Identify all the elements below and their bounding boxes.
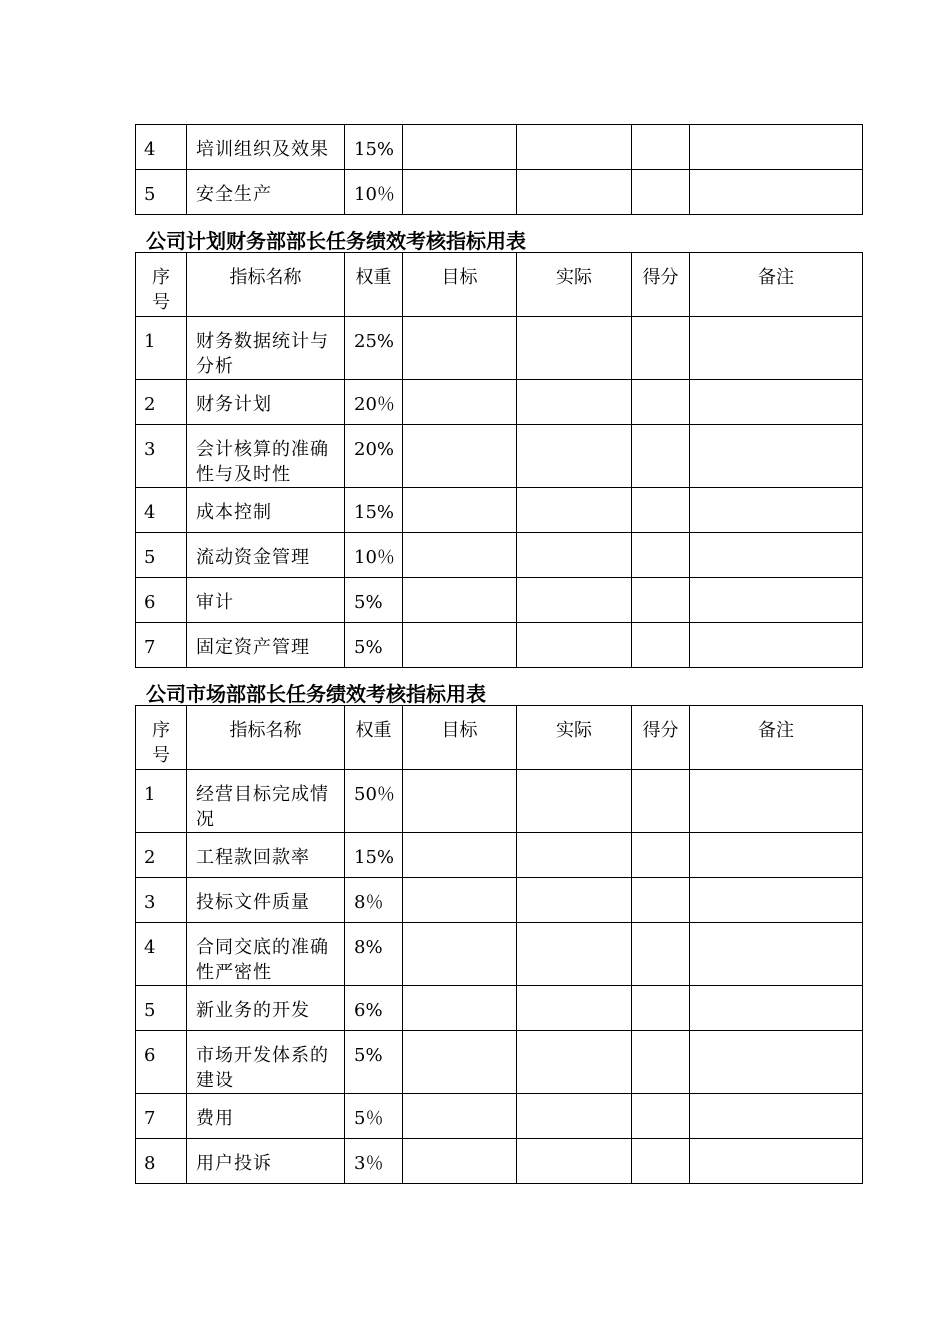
table-row	[136, 923, 863, 986]
col-header-name: 指标名称	[187, 253, 345, 317]
indicator-name: 市场开发体系的建设	[187, 1031, 345, 1094]
indicator-name: 审计	[187, 578, 345, 623]
table-row	[136, 170, 863, 215]
remark-cell	[690, 986, 863, 1031]
actual-cell	[517, 986, 632, 1031]
remark-cell	[690, 578, 863, 623]
row-number: 2	[136, 833, 187, 878]
remark-cell	[690, 833, 863, 878]
indicator-name: 合同交底的准确性严密性	[187, 923, 345, 986]
col-header-score: 得分	[632, 706, 690, 770]
actual-cell	[517, 578, 632, 623]
remark-cell	[690, 878, 863, 923]
target-cell	[403, 833, 517, 878]
indicator-name: 新业务的开发	[187, 986, 345, 1031]
col-header-weight: 权重	[345, 706, 403, 770]
table-row	[136, 833, 863, 878]
score-cell	[632, 878, 690, 923]
actual-cell	[517, 623, 632, 668]
remark-cell	[690, 533, 863, 578]
target-cell	[403, 1031, 517, 1094]
table-row	[136, 317, 863, 380]
table-row	[136, 533, 863, 578]
indicator-name: 培训组织及效果	[187, 125, 345, 170]
col-header-actual: 实际	[517, 706, 632, 770]
row-number: 4	[136, 923, 187, 986]
score-cell	[632, 923, 690, 986]
score-cell	[632, 317, 690, 380]
col-header-actual: 实际	[517, 253, 632, 317]
actual-cell	[517, 317, 632, 380]
actual-cell	[517, 125, 632, 170]
col-header-no: 序号	[136, 253, 187, 317]
indicator-name: 经营目标完成情况	[187, 770, 345, 833]
indicator-name: 财务计划	[187, 380, 345, 425]
weight: 20％	[345, 380, 403, 425]
table-row	[136, 1094, 863, 1139]
row-number: 7	[136, 1094, 187, 1139]
weight: 15%	[345, 125, 403, 170]
remark-cell	[690, 380, 863, 425]
score-cell	[632, 380, 690, 425]
row-number: 3	[136, 425, 187, 488]
indicator-name: 成本控制	[187, 488, 345, 533]
remark-cell	[690, 770, 863, 833]
table-row	[136, 425, 863, 488]
table-row	[136, 986, 863, 1031]
weight: 5％	[345, 1094, 403, 1139]
finance-table	[135, 252, 863, 668]
actual-cell	[517, 488, 632, 533]
col-header-weight: 权重	[345, 253, 403, 317]
row-number: 5	[136, 170, 187, 215]
col-header-name: 指标名称	[187, 706, 345, 770]
col-header-remark: 备注	[690, 253, 863, 317]
col-header-remark: 备注	[690, 706, 863, 770]
weight: 3％	[345, 1139, 403, 1184]
target-cell	[403, 125, 517, 170]
weight: 20%	[345, 425, 403, 488]
indicator-name: 投标文件质量	[187, 878, 345, 923]
remark-cell	[690, 125, 863, 170]
actual-cell	[517, 170, 632, 215]
target-cell	[403, 878, 517, 923]
indicator-name: 固定资产管理	[187, 623, 345, 668]
row-number: 5	[136, 986, 187, 1031]
col-header-target: 目标	[403, 253, 517, 317]
indicator-name: 用户投诉	[187, 1139, 345, 1184]
score-cell	[632, 986, 690, 1031]
table-row	[136, 125, 863, 170]
score-cell	[632, 488, 690, 533]
score-cell	[632, 533, 690, 578]
market-table	[135, 705, 863, 1184]
score-cell	[632, 1139, 690, 1184]
remark-cell	[690, 425, 863, 488]
row-number: 3	[136, 878, 187, 923]
actual-cell	[517, 380, 632, 425]
target-cell	[403, 770, 517, 833]
weight: 10％	[345, 170, 403, 215]
market-section-title: 公司市场部部长任务绩效考核指标用表	[146, 682, 486, 706]
row-number: 2	[136, 380, 187, 425]
target-cell	[403, 425, 517, 488]
indicator-name: 会计核算的准确性与及时性	[187, 425, 345, 488]
row-number: 5	[136, 533, 187, 578]
actual-cell	[517, 425, 632, 488]
weight: 5%	[345, 623, 403, 668]
col-header-no: 序号	[136, 706, 187, 770]
row-number: 8	[136, 1139, 187, 1184]
finance-section-title: 公司计划财务部部长任务绩效考核指标用表	[146, 229, 526, 253]
weight: 25%	[345, 317, 403, 380]
continued-table	[135, 124, 863, 215]
target-cell	[403, 923, 517, 986]
row-number: 4	[136, 125, 187, 170]
remark-cell	[690, 623, 863, 668]
target-cell	[403, 1139, 517, 1184]
weight: 5%	[345, 578, 403, 623]
remark-cell	[690, 488, 863, 533]
table-row	[136, 578, 863, 623]
weight: 15%	[345, 488, 403, 533]
target-cell	[403, 986, 517, 1031]
indicator-name: 工程款回款率	[187, 833, 345, 878]
table-row	[136, 1031, 863, 1094]
table-row	[136, 623, 863, 668]
table-row	[136, 770, 863, 833]
target-cell	[403, 170, 517, 215]
actual-cell	[517, 923, 632, 986]
row-number: 7	[136, 623, 187, 668]
remark-cell	[690, 1031, 863, 1094]
table-header-row	[136, 706, 863, 770]
actual-cell	[517, 1031, 632, 1094]
weight: 6%	[345, 986, 403, 1031]
target-cell	[403, 1094, 517, 1139]
target-cell	[403, 488, 517, 533]
score-cell	[632, 425, 690, 488]
indicator-name: 安全生产	[187, 170, 345, 215]
col-header-score: 得分	[632, 253, 690, 317]
table-row	[136, 878, 863, 923]
row-number: 1	[136, 770, 187, 833]
target-cell	[403, 623, 517, 668]
table-row	[136, 488, 863, 533]
score-cell	[632, 578, 690, 623]
actual-cell	[517, 878, 632, 923]
table-row	[136, 1139, 863, 1184]
actual-cell	[517, 1139, 632, 1184]
weight: 8%	[345, 923, 403, 986]
weight: 8％	[345, 878, 403, 923]
target-cell	[403, 533, 517, 578]
score-cell	[632, 125, 690, 170]
remark-cell	[690, 923, 863, 986]
actual-cell	[517, 770, 632, 833]
row-number: 6	[136, 578, 187, 623]
weight: 15%	[345, 833, 403, 878]
weight: 5%	[345, 1031, 403, 1094]
score-cell	[632, 833, 690, 878]
score-cell	[632, 623, 690, 668]
row-number: 4	[136, 488, 187, 533]
remark-cell	[690, 1139, 863, 1184]
weight: 50％	[345, 770, 403, 833]
target-cell	[403, 380, 517, 425]
target-cell	[403, 317, 517, 380]
remark-cell	[690, 1094, 863, 1139]
actual-cell	[517, 533, 632, 578]
score-cell	[632, 1094, 690, 1139]
remark-cell	[690, 317, 863, 380]
row-number: 1	[136, 317, 187, 380]
indicator-name: 财务数据统计与分析	[187, 317, 345, 380]
score-cell	[632, 170, 690, 215]
actual-cell	[517, 1094, 632, 1139]
row-number: 6	[136, 1031, 187, 1094]
col-header-target: 目标	[403, 706, 517, 770]
remark-cell	[690, 170, 863, 215]
score-cell	[632, 770, 690, 833]
target-cell	[403, 578, 517, 623]
indicator-name: 费用	[187, 1094, 345, 1139]
score-cell	[632, 1031, 690, 1094]
weight: 10％	[345, 533, 403, 578]
table-row	[136, 380, 863, 425]
table-header-row	[136, 253, 863, 317]
indicator-name: 流动资金管理	[187, 533, 345, 578]
actual-cell	[517, 833, 632, 878]
